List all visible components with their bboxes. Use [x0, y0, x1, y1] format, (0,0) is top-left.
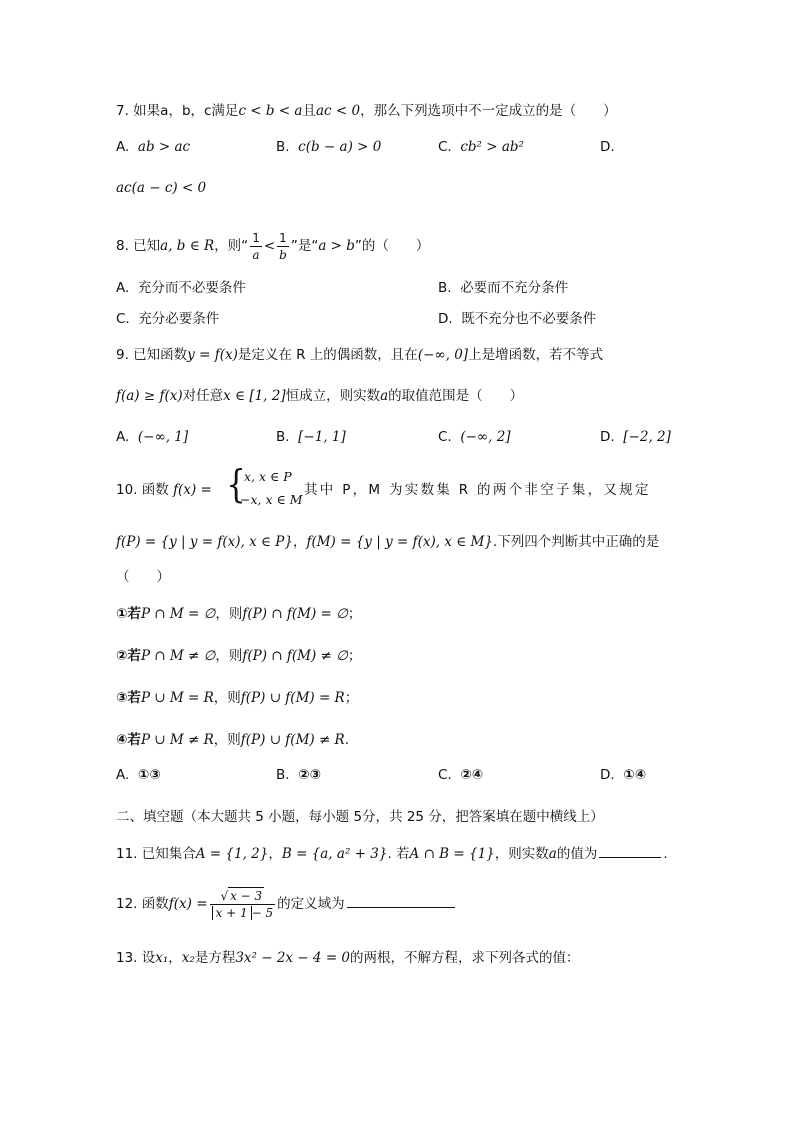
q11-stem: [116, 843, 668, 864]
q10-option-b: [276, 765, 321, 785]
q7-option-d-expr: [116, 178, 206, 198]
q7-option-d: [600, 137, 615, 157]
q9-option-c-expr: (−∞, 2]: [460, 429, 511, 445]
q10-case2: −x, x ∈ M: [240, 492, 303, 507]
q7-option-c-label: C.: [438, 139, 452, 155]
q10-line1-suffix-text: 其中 P，M 为实数集 R 的两个非空子集，又规定: [304, 482, 651, 498]
q10-option-c: [438, 765, 483, 785]
q10-s2-end: ；: [347, 648, 362, 664]
q10-prefix-text: 10. 函数: [116, 482, 169, 498]
q8-stem: [116, 229, 429, 263]
q13-x1: x₁: [155, 950, 169, 966]
q11-mid2: ，则实数: [494, 846, 549, 862]
q9-line2-suffix: 的取值范围是（ ）: [388, 388, 524, 404]
q8-option-a-label: A.: [116, 280, 130, 296]
q9-option-b: [276, 427, 346, 447]
q8-frac2-num: 1: [277, 230, 289, 247]
q11-set-a: A = {1, 2}: [195, 846, 269, 862]
q8-option-d: [438, 309, 596, 329]
q12-answer-blank[interactable]: [347, 893, 455, 908]
q7-stem-prefix: 7. 如果a，b，c满足: [116, 103, 239, 119]
q10-option-d-label: D.: [600, 767, 615, 783]
q9-line2-mid2: 恒成立，则实数: [285, 388, 381, 404]
q13-suffix: 的两根，不解方程，求下列各式的值：: [350, 950, 580, 966]
q7-condition2: ac < 0: [315, 103, 361, 119]
q8-lt: <: [263, 238, 276, 254]
q10-option-a: [116, 765, 161, 785]
q10-s4-end: .: [344, 732, 350, 748]
q12-radicand: x − 3: [230, 889, 263, 903]
q10-s1-cond: P ∩ M = ∅: [140, 606, 216, 622]
q11-suffix: 的值为: [556, 846, 598, 862]
q7-option-b-label: B.: [276, 139, 290, 155]
q9-option-d: [600, 427, 671, 447]
q12-denominator: [210, 905, 276, 921]
q9-line1-suffix: 上是增函数，若不等式: [468, 347, 604, 363]
q10-statement-2: [116, 646, 361, 666]
q10-option-d-text: ①④: [623, 767, 647, 783]
q11-mid: . 若: [387, 846, 410, 862]
q8-set: a, b ∈ R: [160, 238, 215, 254]
q10-piecewise: [224, 462, 314, 510]
q12-suffix: 的定义域为: [277, 896, 345, 912]
section-heading-text: 二、填空题（本大题共 5 小题，每小题 5分，共 25 分，把答案填在题中横线上）: [116, 809, 604, 825]
q7-stem-suffix: ，那么下列选项中不一定成立的是（ ）: [360, 103, 617, 119]
q9-option-b-label: B.: [276, 429, 290, 445]
q7-option-b-expr: c(b − a) > 0: [298, 139, 382, 155]
q9-line2-mid: 对任意: [182, 388, 224, 404]
q9-option-c: [438, 427, 511, 447]
q8-option-a: [116, 278, 246, 298]
q7-condition: c < b < a: [238, 103, 303, 119]
q8-stem-prefix: 8. 已知: [116, 238, 161, 254]
q13-mid: 是方程: [194, 950, 236, 966]
q10-statement-4: [116, 730, 349, 750]
q9-line1-prefix: 9. 已知函数: [116, 347, 188, 363]
q10-s4-cond: P ∪ M ≠ R: [140, 732, 214, 748]
q8-stem-mid2: ”是“: [290, 238, 319, 254]
q10-option-b-label: B.: [276, 767, 290, 783]
q10-line2: [116, 532, 659, 552]
q8-frac1-den: a: [252, 247, 260, 262]
q8-option-d-label: D.: [438, 311, 453, 327]
q12-abs: x + 1: [212, 906, 252, 920]
q7-option-c: [438, 137, 524, 157]
q8-option-b: [438, 278, 568, 298]
q8-frac2: [277, 230, 289, 263]
q7-option-a: [116, 137, 190, 157]
q8-option-c-label: C.: [116, 311, 130, 327]
q10-s1-then: ，则: [215, 606, 243, 622]
q10-line1-suffix: [304, 480, 651, 500]
q10-s3-end: ；: [344, 690, 359, 706]
q13-prefix: 13. 设: [116, 950, 156, 966]
q10-line3: [116, 567, 170, 587]
q9-option-d-label: D.: [600, 429, 615, 445]
q8-frac1-num: 1: [252, 230, 260, 245]
q7-option-d-label: D.: [600, 139, 615, 155]
q10-s3-num: ③若: [116, 690, 141, 706]
section-heading: [116, 807, 604, 827]
q10-case1: x, x ∈ P: [244, 469, 292, 484]
q8-option-c: [116, 309, 219, 329]
q11-end: .: [663, 846, 668, 862]
q9-option-b-expr: [−1, 1]: [298, 429, 346, 445]
q11-prefix: 11. 已知集合: [116, 846, 196, 862]
q11-answer-blank[interactable]: [599, 843, 661, 858]
q10-option-b-text: ②③: [298, 767, 322, 783]
q10-option-a-label: A.: [116, 767, 130, 783]
q10-s1-num: ①若: [116, 606, 141, 622]
q8-option-d-text: 既不充分也不必要条件: [461, 311, 597, 327]
q7-stem: [116, 101, 617, 121]
q10-s4-num: ④若: [116, 732, 141, 748]
q9-option-c-label: C.: [438, 429, 452, 445]
q9-option-a: [116, 427, 188, 447]
q7-stem-mid: 且: [302, 103, 316, 119]
q8-stem-suffix: ”的（ ）: [354, 238, 430, 254]
q10-s3-concl: f(P) ∪ f(M) = R: [240, 690, 345, 706]
q12-prefix: 12. 函数: [116, 896, 169, 912]
q10-fm-def: f(M) = {y | y = f(x), x ∈ M}: [306, 534, 493, 550]
q11-set-b: B = {a, a² + 3}: [281, 846, 388, 862]
q9-var: a: [380, 388, 389, 404]
q10-s1-end: ；: [347, 606, 362, 622]
q9-domain: x ∈ [1, 2]: [223, 388, 286, 404]
q10-line2-suffix: .下列四个判断其中正确的是: [492, 534, 660, 550]
q11-var: a: [548, 846, 557, 862]
q12-den-rest: − 5: [251, 906, 274, 920]
q10-brace: {: [226, 462, 246, 506]
q12-fraction: [210, 887, 276, 921]
q13-equation: 3x² − 2x − 4 = 0: [235, 950, 351, 966]
q9-line1-mid: 是定义在 R 上的偶函数，且在: [237, 347, 418, 363]
q11-cond: A ∩ B = {1}: [409, 846, 495, 862]
q9-line2: [116, 386, 523, 406]
q13-x2: x₂: [181, 950, 195, 966]
q10-s4-then: ，则: [213, 732, 241, 748]
q10-fp-def: f(P) = {y | y = f(x), x ∈ P}: [116, 534, 293, 550]
q9-option-d-expr: [−2, 2]: [623, 429, 671, 445]
q8-option-a-text: 充分而不必要条件: [137, 280, 246, 296]
q13-sep: ，: [168, 950, 182, 966]
q10-s2-then: ，则: [215, 648, 243, 664]
q9-func: y = f(x): [187, 347, 238, 363]
q10-line3-text: （ ）: [116, 569, 170, 585]
q9-inequality: f(a) ≥ f(x): [116, 388, 183, 404]
q13-stem: [116, 948, 580, 968]
q8-option-b-text: 必要而不充分条件: [460, 280, 569, 296]
q7-option-d-expr-text: ac(a − c) < 0: [116, 180, 207, 196]
q10-s2-cond: P ∩ M ≠ ∅: [140, 648, 216, 664]
q7-option-a-expr: ab > ac: [137, 139, 191, 155]
q12-numerator: √ x − 3: [210, 887, 276, 905]
q7-option-c-expr: cb² > ab²: [460, 139, 524, 155]
q10-s4-concl: f(P) ∪ f(M) ≠ R: [240, 732, 345, 748]
q8-stem-mid: ，则“: [214, 238, 249, 254]
q10-s2-concl: f(P) ∩ f(M) ≠ ∅: [242, 648, 348, 664]
q10-statement-1: [116, 604, 361, 624]
q9-interval: (−∞, 0]: [417, 347, 469, 363]
q9-option-a-expr: (−∞, 1]: [137, 429, 189, 445]
q10-s3-cond: P ∪ M = R: [140, 690, 214, 706]
q8-frac2-den: b: [279, 247, 287, 262]
q9-option-a-label: A.: [116, 429, 130, 445]
q10-statement-3: [116, 688, 358, 708]
q10-s1-concl: f(P) ∩ f(M) = ∅: [242, 606, 348, 622]
q9-line1: [116, 345, 603, 365]
q10-s3-then: ，则: [213, 690, 241, 706]
q8-option-c-text: 充分必要条件: [138, 311, 220, 327]
q8-frac1: [250, 230, 262, 263]
q7-option-a-label: A.: [116, 139, 130, 155]
q8-option-b-label: B.: [438, 280, 452, 296]
q10-prefix: [116, 480, 212, 500]
q7-option-b: [276, 137, 381, 157]
q12-func: f(x) =: [168, 896, 208, 912]
q10-option-c-text: ②④: [460, 767, 484, 783]
q10-option-d: [600, 765, 646, 785]
q10-option-c-label: C.: [438, 767, 452, 783]
q11-sep: ，: [268, 846, 282, 862]
q10-sep: ，: [292, 534, 307, 550]
q10-s2-num: ②若: [116, 648, 141, 664]
q12-stem: [116, 884, 455, 924]
q10-option-a-text: ①③: [137, 767, 161, 783]
q10-func: f(x) =: [173, 482, 212, 498]
q8-cond: a > b: [318, 238, 355, 254]
